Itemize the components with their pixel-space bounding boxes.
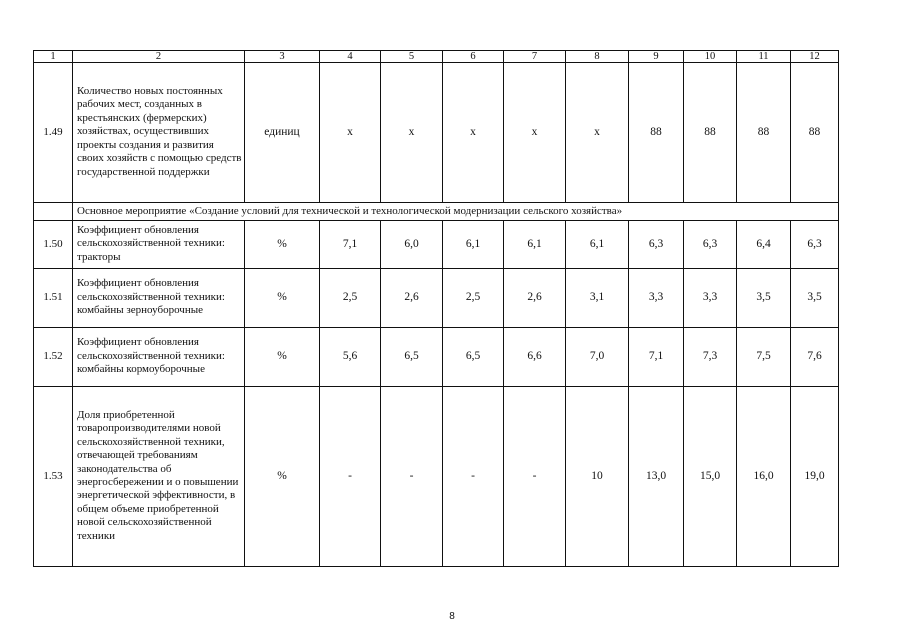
- table-row: [34, 269, 839, 328]
- value-cell: 6,1: [504, 221, 566, 269]
- row-number: 1.49: [34, 63, 73, 203]
- value-cell: 88: [629, 63, 684, 203]
- value-cell: х: [381, 63, 443, 203]
- value-cell: 88: [684, 63, 737, 203]
- header-cell: 12: [791, 51, 839, 63]
- indicator-name: Доля приобретенной товаропроизводителями новой сельскохозяйственной техники, отвечающей требованиям законодательства об энергосбережении и о повышении энергетической эффективности, в общем объеме приобретенной новой сельскохозяйственной техники: [73, 387, 245, 567]
- value-cell: 88: [737, 63, 791, 203]
- value-cell: 2,6: [381, 269, 443, 328]
- page-number: 8: [449, 611, 455, 622]
- value-cell: 7,5: [737, 328, 791, 387]
- value-cell: 7,1: [629, 328, 684, 387]
- value-cell: -: [320, 387, 381, 567]
- unit-cell: %: [245, 269, 320, 328]
- value-cell: 2,5: [320, 269, 381, 328]
- value-cell: 3,3: [629, 269, 684, 328]
- header-cell: 4: [320, 51, 381, 63]
- indicator-name: Коэффициент обновления сельскохозяйственной техники: тракторы: [73, 221, 245, 269]
- value-cell: 16,0: [737, 387, 791, 567]
- header-cell: 10: [684, 51, 737, 63]
- value-cell: 3,5: [737, 269, 791, 328]
- value-cell: 88: [791, 63, 839, 203]
- value-cell: 5,6: [320, 328, 381, 387]
- value-cell: 7,0: [566, 328, 629, 387]
- value-cell: 2,6: [504, 269, 566, 328]
- value-cell: х: [566, 63, 629, 203]
- value-cell: 3,5: [791, 269, 839, 328]
- value-cell: 6,6: [504, 328, 566, 387]
- value-cell: х: [443, 63, 504, 203]
- row-number: 1.52: [34, 328, 73, 387]
- value-cell: 6,0: [381, 221, 443, 269]
- header-cell: 2: [73, 51, 245, 63]
- row-number: 1.53: [34, 387, 73, 567]
- value-cell: 6,3: [684, 221, 737, 269]
- value-cell: -: [504, 387, 566, 567]
- header-cell: 3: [245, 51, 320, 63]
- header-cell: 9: [629, 51, 684, 63]
- indicator-name: Коэффициент обновления сельскохозяйственной техники: комбайны зерноуборочные: [73, 269, 245, 328]
- value-cell: 6,3: [629, 221, 684, 269]
- header-cell: 11: [737, 51, 791, 63]
- value-cell: х: [504, 63, 566, 203]
- table-row: [34, 387, 839, 567]
- value-cell: 6,1: [443, 221, 504, 269]
- value-cell: 7,6: [791, 328, 839, 387]
- unit-cell: единиц: [245, 63, 320, 203]
- header-cell: 8: [566, 51, 629, 63]
- row-number: 1.50: [34, 221, 73, 269]
- value-cell: 7,3: [684, 328, 737, 387]
- table-row: [34, 328, 839, 387]
- value-cell: 6,4: [737, 221, 791, 269]
- value-cell: 13,0: [629, 387, 684, 567]
- value-cell: 7,1: [320, 221, 381, 269]
- value-cell: 6,5: [381, 328, 443, 387]
- value-cell: 15,0: [684, 387, 737, 567]
- section-row: [34, 203, 839, 221]
- unit-cell: %: [245, 328, 320, 387]
- value-cell: 19,0: [791, 387, 839, 567]
- unit-cell: %: [245, 387, 320, 567]
- header-cell: 5: [381, 51, 443, 63]
- indicator-name: Количество новых постоянных рабочих мест, созданных в крестьянских (фермерских) хозяйствах, осуществивших проекты создания и развития своих хозяйств с помощью средств государственной поддержки: [73, 63, 245, 203]
- header-cell: 1: [34, 51, 73, 63]
- row-number: 1.51: [34, 269, 73, 328]
- table-row: [34, 63, 839, 203]
- value-cell: 10: [566, 387, 629, 567]
- section-title: Основное мероприятие «Создание условий для технической и технологической модернизации сельского хозяйства»: [73, 203, 839, 221]
- header-cell: 7: [504, 51, 566, 63]
- value-cell: 6,1: [566, 221, 629, 269]
- table-row: [34, 221, 839, 269]
- value-cell: 6,3: [791, 221, 839, 269]
- value-cell: х: [320, 63, 381, 203]
- table-body: [34, 51, 839, 567]
- unit-cell: %: [245, 221, 320, 269]
- value-cell: 2,5: [443, 269, 504, 328]
- value-cell: 6,5: [443, 328, 504, 387]
- value-cell: -: [443, 387, 504, 567]
- value-cell: -: [381, 387, 443, 567]
- indicators-table: [33, 50, 839, 567]
- value-cell: 3,1: [566, 269, 629, 328]
- indicator-name: Коэффициент обновления сельскохозяйственной техники: комбайны кормоуборочные: [73, 328, 245, 387]
- header-cell: 6: [443, 51, 504, 63]
- value-cell: 3,3: [684, 269, 737, 328]
- section-num-cell: [34, 203, 73, 221]
- header-row: [34, 51, 839, 63]
